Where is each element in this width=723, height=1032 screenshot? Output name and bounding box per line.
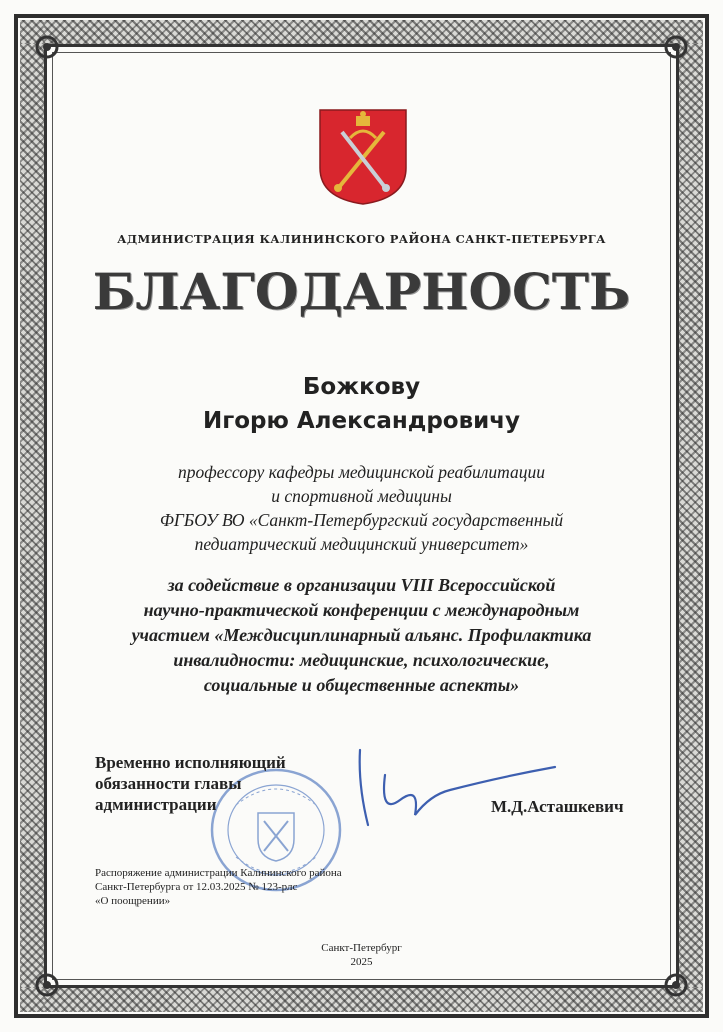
position-line: педиатрический медицинский университет»: [194, 534, 529, 554]
corner-ornament-icon: [30, 30, 64, 64]
handwritten-signature-icon: [240, 745, 560, 835]
recipient-surname: Божкову: [302, 374, 421, 400]
decree-line: Распоряжение администрации Калининского района: [95, 867, 342, 879]
decree-line: «О поощрении»: [95, 895, 171, 907]
signatory-name: М.Д.Асташкевич: [491, 797, 624, 816]
reason-line: инвалидности: медицинские, психологические,: [173, 650, 550, 670]
reason-line: социальные и общественные аспекты»: [203, 675, 520, 695]
award-reason: [70, 573, 653, 698]
corner-ornament-icon: [659, 30, 693, 64]
certificate-title: БЛАГОДАРНОСТЬ: [92, 262, 631, 321]
decree-line: Санкт-Петербурга от 12.03.2025 № 123-рлс: [95, 881, 298, 893]
recipient-position: [70, 460, 653, 556]
corner-ornament-icon: [30, 968, 64, 1002]
city-name: Санкт-Петербург: [321, 942, 402, 954]
position-line: профессору кафедры медицинской реабилитации: [177, 462, 546, 482]
reason-line: научно-практической конференции с международным: [143, 600, 580, 620]
recipient-given-names: Игорю Александровичу: [202, 408, 521, 434]
signatory-title-line: Временно исполняющий: [95, 753, 286, 772]
corner-ornament-icon: [659, 968, 693, 1002]
year: 2025: [350, 956, 373, 968]
signatory-title-line: обязанности главы: [95, 774, 242, 793]
issuing-organization: АДМИНИСТРАЦИЯ КАЛИНИНСКОГО РАЙОНА САНКТ-ПЕТЕРБУРГА: [117, 232, 606, 246]
signatory-title-line: администрации: [95, 795, 217, 814]
signatory-title: [95, 752, 286, 815]
position-line: ФГБОУ ВО «Санкт-Петербургский государственный: [159, 510, 564, 530]
reason-line: участием «Междисциплинарный альянс. Профилактика: [131, 625, 592, 645]
saint-petersburg-coat-of-arms-icon: [318, 108, 408, 206]
place-and-year: [60, 941, 663, 969]
position-line: и спортивной медицины: [271, 486, 452, 506]
reason-line: за содействие в организации VIII Всероссийской: [167, 575, 556, 595]
decree-reference: [95, 866, 342, 908]
